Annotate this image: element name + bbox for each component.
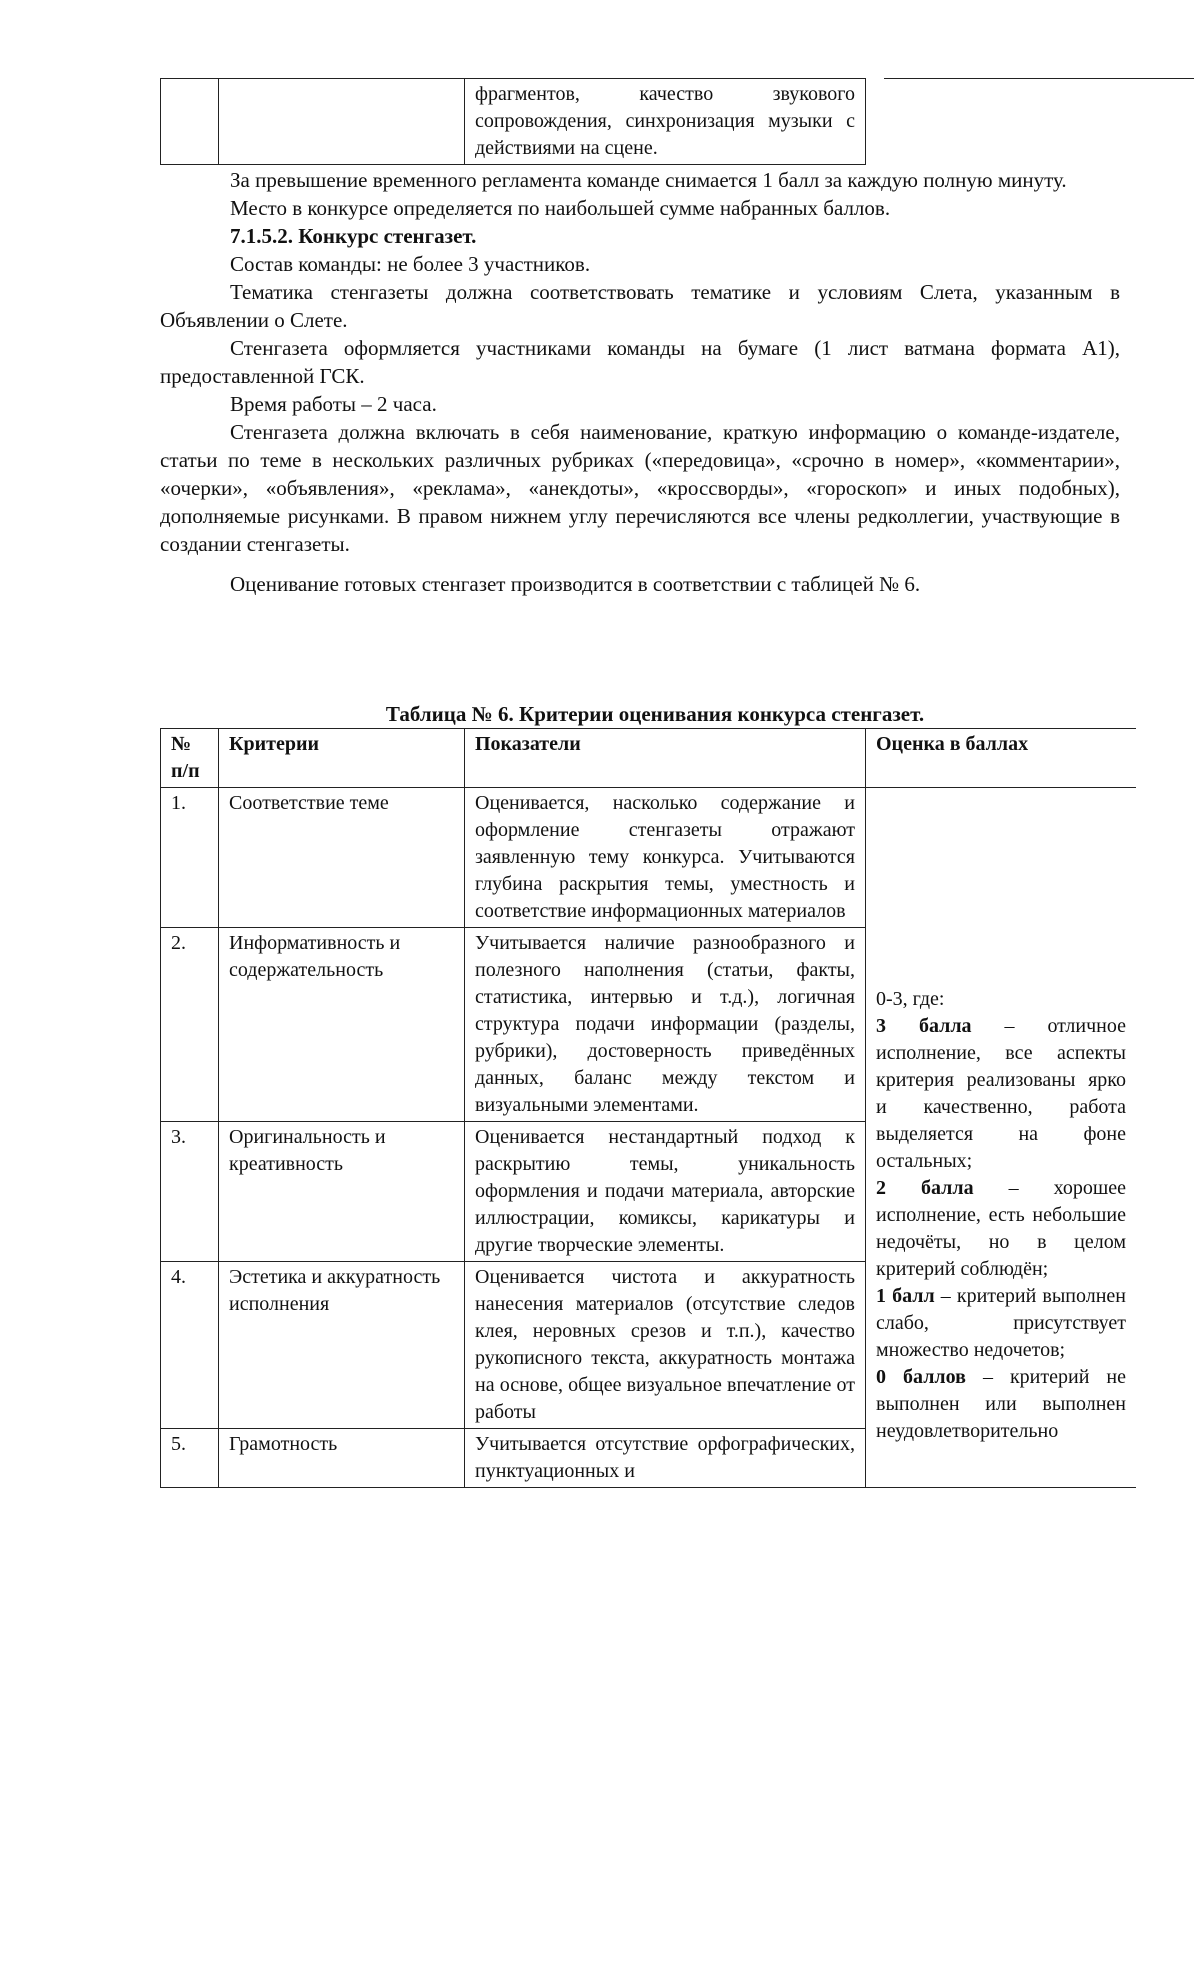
score-intro: 0-3, где:: [876, 988, 945, 1010]
table-caption: Таблица № 6. Критерии оценивания конкурса стенгазет.: [385, 702, 925, 726]
table-header-row: [161, 729, 1137, 788]
paragraph: За превышение временного регламента команде снимается 1 балл за каждую полную минуту.: [230, 168, 1067, 192]
row-num: 1.: [161, 788, 219, 928]
score-3-text: – отличное исполнение, все аспекты критерия реализованы ярко и качественно, работа выделяется на фоне остальных;: [876, 1015, 1126, 1172]
paragraph: Время работы – 2 часа.: [230, 392, 437, 416]
score-0-label: 0 баллов: [876, 1366, 966, 1388]
continuation-table: [160, 78, 866, 165]
section-heading-text: 7.1.5.2. Конкурс стенгазет.: [230, 224, 477, 248]
paragraph: Тематика стенгазеты должна соответствовать тематике и условиям Слета, указанным в Объявлении о Слете.: [160, 280, 1120, 332]
score-description: [866, 788, 1137, 1488]
table-row: [161, 788, 1137, 928]
row-criterion: Эстетика и аккуратность исполнения: [219, 1262, 465, 1429]
header-score: Оценка в баллах: [866, 729, 1137, 788]
score-3-label: 3 балла: [876, 1015, 972, 1037]
table-cell: фрагментов, качество звукового сопровождения, синхронизация музыки с действиями на сцене.: [465, 79, 866, 165]
header-num: № п/п: [161, 729, 219, 788]
row-criterion: Соответствие теме: [219, 788, 465, 928]
row-indicators: Оценивается чистота и аккуратность нанесения материалов (отсутствие следов клея, неровных срезов и т.п.), качество рукописного текста, аккуратность монтажа на основе, общее визуальное впечатление от работы: [465, 1262, 866, 1429]
row-num: 5.: [161, 1429, 219, 1488]
row-indicators: Учитывается наличие разнообразного и полезного наполнения (статьи, факты, статистика, интервью и т.д.), логичная структура подачи информации (разделы, рубрики), достоверность приведённых данных, баланс между текстом и визуальными элементами.: [465, 928, 866, 1122]
row-num: 3.: [161, 1122, 219, 1262]
row-criterion: Информативность и содержательность: [219, 928, 465, 1122]
row-indicators: Оценивается нестандартный подход к раскрытию темы, уникальность оформления и подачи материала, авторские иллюстрации, комиксы, карикатуры и другие творческие элементы.: [465, 1122, 866, 1262]
criteria-table: [160, 728, 1136, 1488]
table-rule: [884, 78, 1194, 79]
score-1: [876, 1283, 1126, 1364]
section-heading: [160, 222, 1120, 250]
score-1-label: 1 балл: [876, 1285, 935, 1307]
score-0-text: – критерий не выполнен или выполнен неудовлетворительно: [876, 1366, 1126, 1442]
table-cell: [219, 79, 465, 165]
row-num: 2.: [161, 928, 219, 1122]
header-criterion: Критерии: [219, 729, 465, 788]
paragraph: Место в конкурсе определяется по наибольшей сумме набранных баллов.: [230, 196, 891, 220]
score-1-text: – критерий выполнен слабо, присутствует множество недочетов;: [876, 1285, 1126, 1361]
score-0: [876, 1364, 1126, 1445]
table-cell: [161, 79, 219, 165]
body-text: [160, 166, 1120, 598]
paragraph: Состав команды: не более 3 участников.: [230, 252, 591, 276]
score-2-text: – хорошее исполнение, есть небольшие недочёты, но в целом критерий соблюдён;: [876, 1177, 1126, 1280]
score-2: [876, 1175, 1126, 1283]
row-criterion: Оригинальность и креативность: [219, 1122, 465, 1262]
row-indicators: Оценивается, насколько содержание и оформление стенгазеты отражают заявленную тему конкурса. Учитываются глубина раскрытия темы, уместность и соответствие информационных материалов: [465, 788, 866, 928]
row-num: 4.: [161, 1262, 219, 1429]
score-3: [876, 1013, 1126, 1175]
score-2-label: 2 балла: [876, 1177, 974, 1199]
paragraph: Стенгазета должна включать в себя наименование, краткую информацию о команде-издателе, статьи по теме в нескольких различных рубриках («передовица», «срочно в номер», «комментарии», «очерки», «объявления», «реклама», «анекдоты», «кроссворды», «гороскоп» и иных подобных), дополняемые рисунками. В правом нижнем углу перечисляются все члены редколлегии, участвующие в создании стенгазеты.: [160, 420, 1120, 556]
header-indicators: Показатели: [465, 729, 866, 788]
paragraph: Стенгазета оформляется участниками команды на бумаге (1 лист ватмана формата А1), предоставленной ГСК.: [160, 336, 1120, 388]
paragraph: Оценивание готовых стенгазет производится в соответствии с таблицей № 6.: [230, 572, 921, 596]
row-indicators: Учитывается отсутствие орфографических, пунктуационных и: [465, 1429, 866, 1488]
table-row: [161, 79, 866, 165]
row-criterion: Грамотность: [219, 1429, 465, 1488]
